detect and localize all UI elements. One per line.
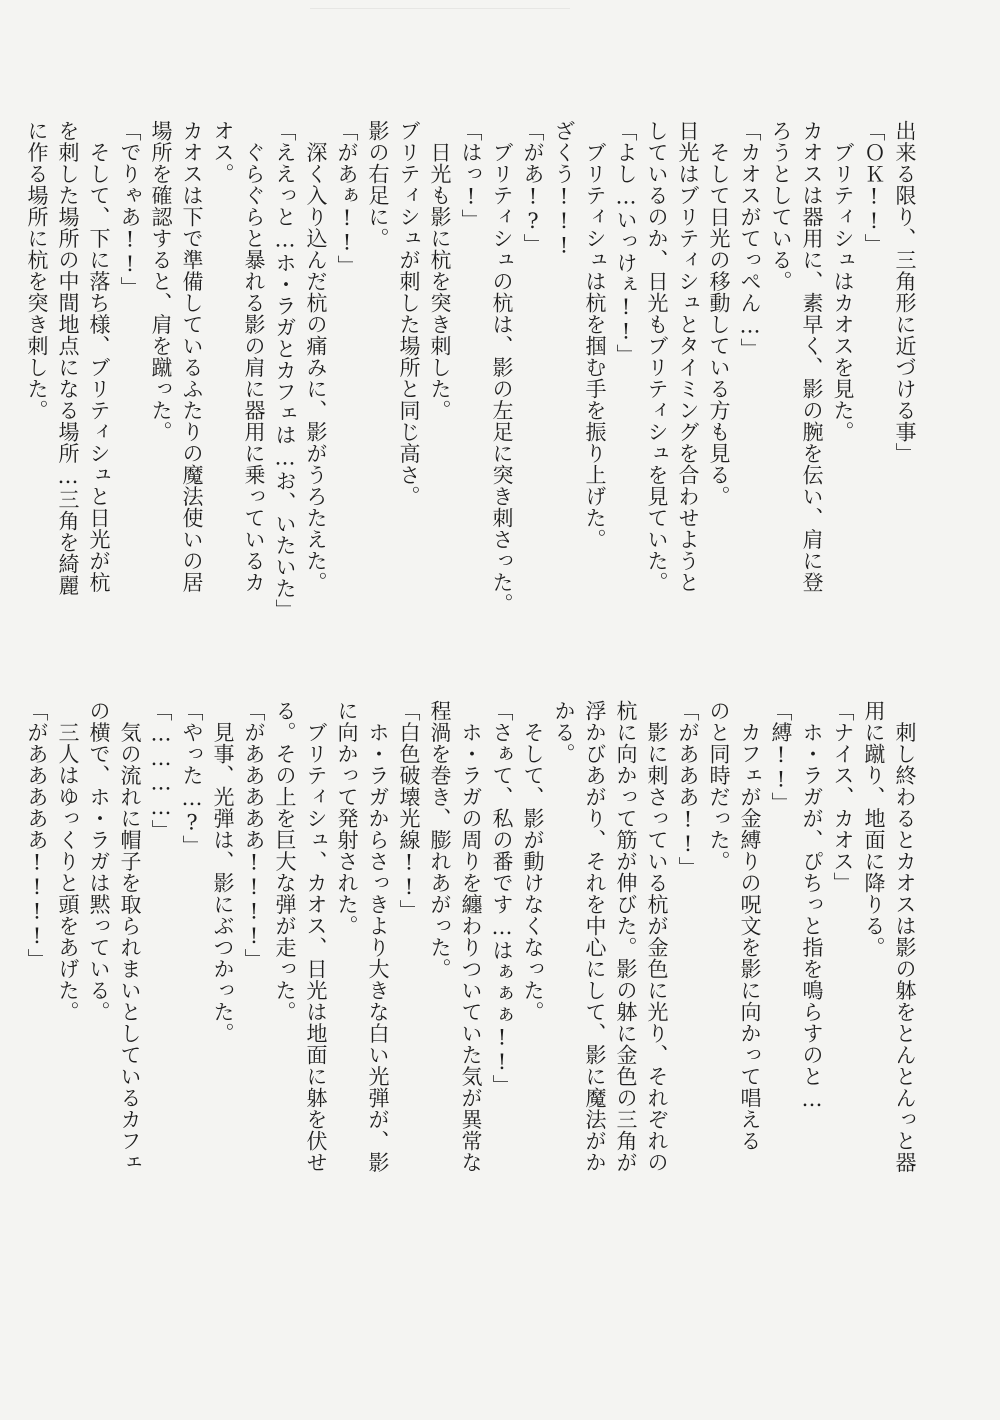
text-line: 程渦を巻き、膨れあがった。 [428, 700, 452, 980]
text-line: 日光も影に杭を突き刺した。 [428, 120, 452, 421]
text-line: 「があああああ!!!!」 [25, 700, 49, 970]
text-line: 「ＯＫ!!」 [862, 120, 886, 255]
text-line: そして、下に落ち様、ブリティシュと日光が杭 [87, 120, 111, 593]
text-line: 影の右足に。 [366, 120, 390, 249]
text-line: ろうとしている。 [769, 120, 793, 292]
text-line: ブリティシュ、カオス、日光は地面に躰を伏せ [304, 700, 328, 1173]
text-line: 刺し終わるとカオスは影の躰をとんとんっと器 [893, 700, 917, 1173]
text-line: ぐらぐらと暴れる影の肩に器用に乗っているカ [242, 120, 266, 593]
text-line: かる。 [552, 700, 576, 765]
text-line: 「よし…いっけぇ!!」 [614, 120, 638, 366]
text-line: 「があ!?」 [521, 120, 545, 255]
text-line: ブリティシュはカオスを見た。 [831, 120, 855, 443]
scan-artifact-line [310, 8, 570, 9]
text-line: ブリティシュの杭は、影の左足に突き刺さった。 [490, 120, 514, 615]
text-line: 「があぁ!!」 [335, 120, 359, 277]
text-line: 「があああああ!!!!」 [242, 700, 266, 970]
text-line: 場所を確認すると、肩を蹴った。 [149, 120, 173, 443]
top-text-block [21, 120, 920, 640]
text-line: 「白色破壊光線!!」 [397, 700, 421, 921]
text-line: 「カオスがてっぺん…」 [738, 120, 762, 360]
text-line: の横で、ホ・ラガは黙っている。 [87, 700, 111, 1023]
text-line: 気の流れに帽子を取られまいとしているカフェ [118, 700, 142, 1173]
text-line: 浮かびあがり、それを中心にして、影に魔法がか [583, 700, 607, 1173]
text-line: オス。 [211, 120, 235, 185]
text-line: カフェが金縛りの呪文を影に向かって唱える [738, 700, 762, 1152]
text-line: ホ・ラガが、ぴちっと指を鳴らすのと… [800, 700, 824, 1112]
text-line: 「…………」 [149, 700, 173, 841]
text-line: 出来る限り、三角形に近づける事」 [893, 120, 917, 464]
text-line: そして日光の移動している方も見る。 [707, 120, 731, 507]
text-line: ブリティシュが刺した場所と同じ高さ。 [397, 120, 421, 507]
text-line: 影に刺さっている杭が金色に光り、それぞれの [645, 700, 669, 1173]
text-line: カオスは器用に、素早く、影の腕を伝い、肩に登 [800, 120, 824, 593]
text-line: ブリティシュは杭を掴む手を振り上げた。 [583, 120, 607, 550]
text-line: ざくう!!! [552, 120, 576, 258]
text-line: 「やった…?」 [180, 700, 204, 857]
text-line: 「はっ!」 [459, 120, 483, 231]
text-line: そして、影が動けなくなった。 [521, 700, 545, 1023]
text-line: 「でりゃあ!!」 [118, 120, 142, 298]
text-line: 杭に向かって筋が伸びた。影の躰に金色の三角が [614, 700, 638, 1173]
text-line: ホ・ラガの周りを纏わりついていた気が異常な [459, 700, 483, 1173]
text-line: 「さぁて、私の番です…はぁぁぁ!!」 [490, 700, 514, 1096]
text-line: しているのか、日光もブリティシュを見ていた。 [645, 120, 669, 593]
text-line: に作る場所に杭を突き刺した。 [25, 120, 49, 421]
text-line: 見事、光弾は、影にぶつかった。 [211, 700, 235, 1044]
text-line: を刺した場所の中間地点になる場所…三角を綺麗 [56, 120, 80, 596]
text-line: 三人はゆっくりと頭をあげた。 [56, 700, 80, 1023]
text-line: のと同時だった。 [707, 700, 731, 872]
text-line: る。その上を巨大な弾が走った。 [273, 700, 297, 1023]
text-line: 深く入り込んだ杭の痛みに、影がうろたえた。 [304, 120, 328, 593]
text-line: カオスは下で準備しているふたりの魔法使いの居 [180, 120, 204, 593]
text-line: に向かって発射された。 [335, 700, 359, 937]
text-line: 日光はブリティシュとタイミングを合わせようと [676, 120, 700, 593]
text-line: 「があああ!!」 [676, 700, 700, 878]
bottom-text-block [21, 700, 920, 1173]
text-line: 「ナイス、カオス」 [831, 700, 855, 894]
text-line: 用に蹴り、地面に降りる。 [862, 700, 886, 958]
text-line: ホ・ラガからさっきより大きな白い光弾が、影 [366, 700, 390, 1173]
text-line: 「縛!!」 [769, 700, 793, 814]
text-line: 「ええっと…ホ・ラガとカフェは…お、いたいた」 [273, 120, 297, 621]
